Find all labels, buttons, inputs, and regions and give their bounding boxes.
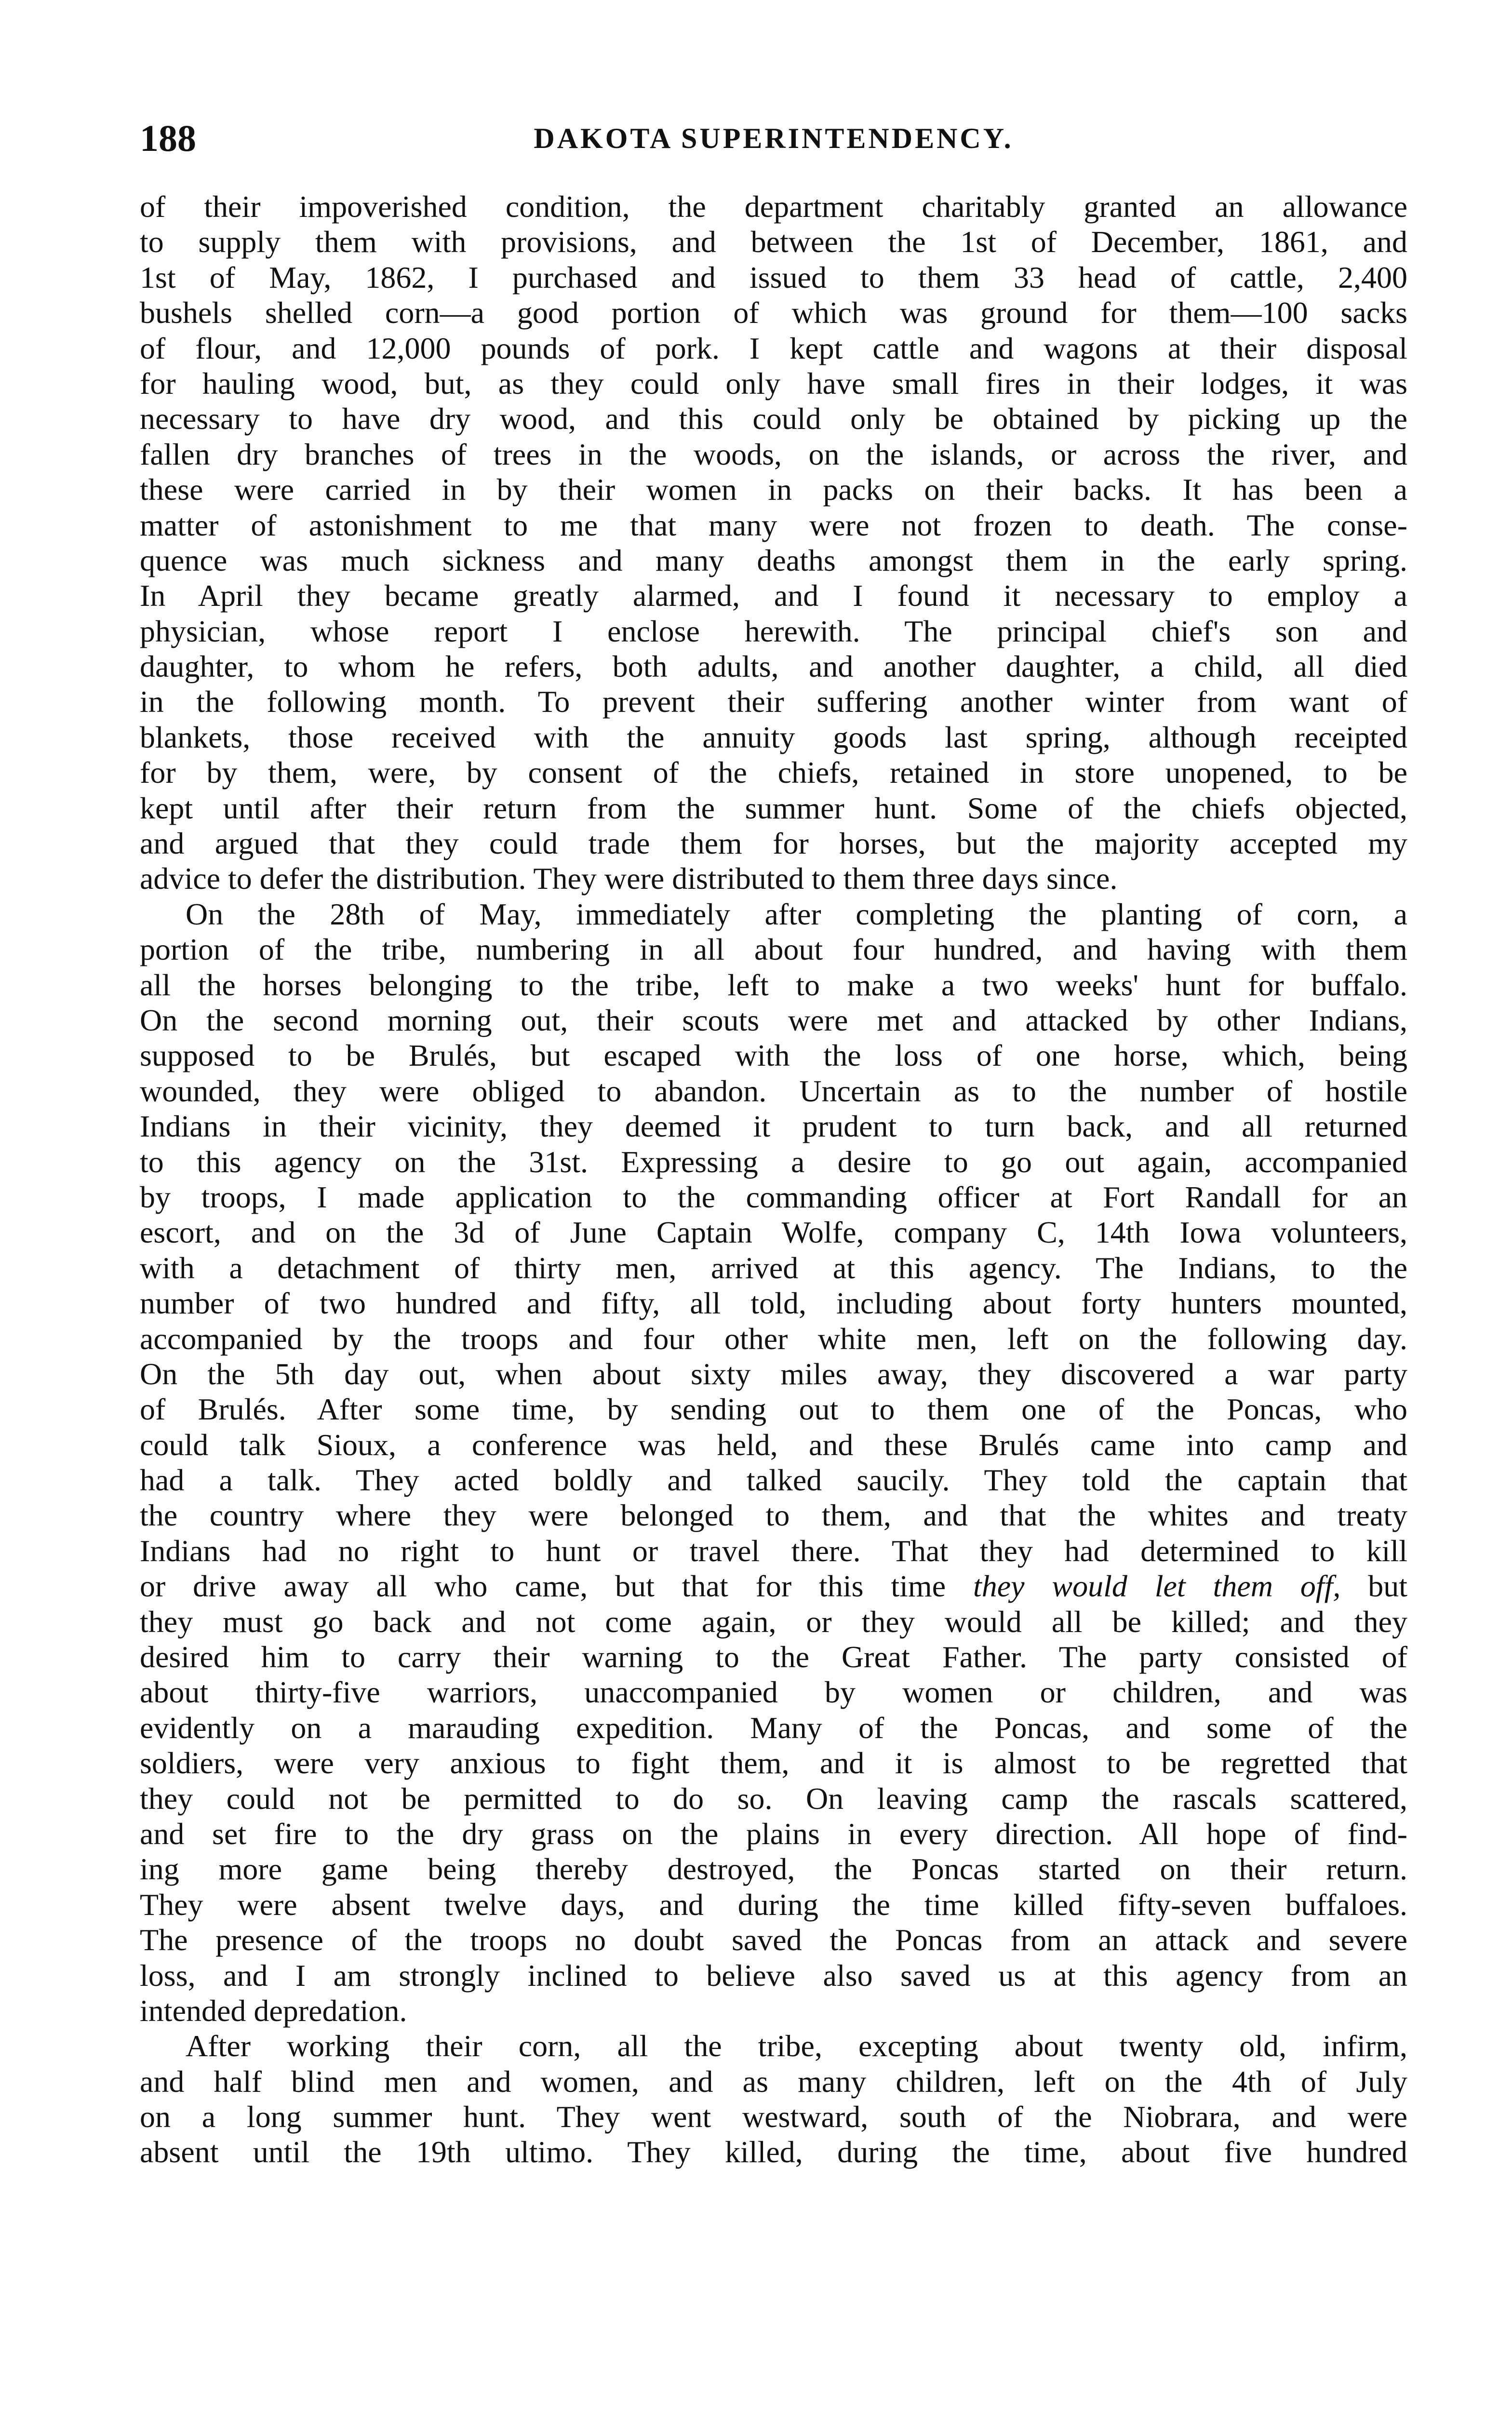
text-line: soldiers, were very anxious to fight them, and it is almost to be regretted that <box>140 1746 1407 1781</box>
text-line: accompanied by the troops and four other white men, left on the following day. <box>140 1321 1407 1356</box>
text-line: quence was much sickness and many deaths amongst them in the early spring. <box>140 543 1407 577</box>
text-line: evidently on a marauding expedition. Many of the Poncas, and some of the <box>140 1710 1407 1745</box>
text-line: 1st of May, 1862, I purchased and issued to them 33 head of cattle, 2,400 <box>140 260 1407 295</box>
text-line: for hauling wood, but, as they could only have small fires in their lodges, it was <box>140 366 1407 401</box>
text-line: loss, and I am strongly inclined to believe also saved us at this agency from an <box>140 1958 1407 1993</box>
text-line: by troops, I made application to the commanding officer at Fort Randall for an <box>140 1179 1407 1214</box>
text-line: they must go back and not come again, or they would all be killed; and they <box>140 1604 1407 1639</box>
text-line: On the 5th day out, when about sixty miles away, they discovered a war party <box>140 1356 1407 1391</box>
text-line: Indians had no right to hunt or travel there. That they had determined to kill <box>140 1533 1407 1568</box>
text-line: The presence of the troops no doubt saved the Poncas from an attack and severe <box>140 1923 1407 1957</box>
text-line: advice to defer the distribution. They were distributed to them three days since. <box>140 861 1118 896</box>
text-line: and set fire to the dry grass on the plains in every direction. All hope of find- <box>140 1816 1407 1851</box>
text-line: In April they became greatly alarmed, and I found it necessary to employ a <box>140 578 1407 613</box>
text-line: could talk Sioux, a conference was held, and these Brulés came into camp and <box>140 1427 1407 1462</box>
text-line: for by them, were, by consent of the chiefs, retained in store unopened, to be <box>140 755 1407 790</box>
italic-text-run: they would let them off, <box>973 1569 1341 1604</box>
text-line: of their impoverished condition, the department charitably granted an allowance <box>140 189 1407 224</box>
page-header <box>140 112 1407 165</box>
text-line: these were carried in by their women in packs on their backs. It has been a <box>140 472 1407 507</box>
text-line: physician, whose report I enclose herewith. The principal chief's son and <box>140 614 1407 648</box>
text-line <box>140 1568 1407 1604</box>
text-line: of Brulés. After some time, by sending out to them one of the Poncas, who <box>140 1392 1407 1427</box>
text-line: the country where they were belonged to them, and that the whites and treaty <box>140 1498 1407 1533</box>
text-line: had a talk. They acted boldly and talked saucily. They told the captain that <box>140 1463 1407 1498</box>
text-line: bushels shelled corn—a good portion of which was ground for them—100 sacks <box>140 295 1407 330</box>
text-line: kept until after their return from the summer hunt. Some of the chiefs objected, <box>140 790 1407 825</box>
paragraph <box>140 2028 1407 2170</box>
text-run: but <box>1340 1569 1408 1604</box>
text-line: they could not be permitted to do so. On leaving camp the rascals scattered, <box>140 1781 1407 1816</box>
text-line: On the second morning out, their scouts were met and attacked by other Indians, <box>140 1003 1407 1037</box>
text-line: daughter, to whom he refers, both adults, and another daughter, a child, all died <box>140 649 1407 684</box>
text-line: wounded, they were obliged to abandon. Uncertain as to the number of hostile <box>140 1073 1407 1108</box>
text-line: desired him to carry their warning to the Great Father. The party consisted of <box>140 1640 1407 1674</box>
text-line: intended depredation. <box>140 1993 407 2028</box>
body-text <box>140 189 1407 2170</box>
text-line: and argued that they could trade them for horses, but the majority accepted my <box>140 826 1407 861</box>
text-line: supposed to be Brulés, but escaped with the loss of one horse, which, being <box>140 1038 1407 1073</box>
text-line: necessary to have dry wood, and this could only be obtained by picking up the <box>140 402 1407 436</box>
text-line: Indians in their vicinity, they deemed it prudent to turn back, and all returned <box>140 1109 1407 1144</box>
text-line: escort, and on the 3d of June Captain Wolfe, company C, 14th Iowa volunteers, <box>140 1215 1407 1250</box>
text-line: absent until the 19th ultimo. They killed, during the time, about five hundred <box>140 2135 1407 2169</box>
page-number: 188 <box>140 117 196 159</box>
text-line: to this agency on the 31st. Expressing a desire to go out again, accompanied <box>140 1144 1407 1179</box>
text-line: blankets, those received with the annuity goods last spring, although receipted <box>140 720 1407 754</box>
text-line: in the following month. To prevent their suffering another winter from want of <box>140 684 1407 719</box>
text-line: After working their corn, all the tribe, excepting about twenty old, infirm, <box>186 2029 1407 2063</box>
text-line: They were absent twelve days, and during the time killed fifty-seven buffaloes. <box>140 1887 1407 1922</box>
text-line: number of two hundred and fifty, all told, including about forty hunters mounted, <box>140 1286 1407 1321</box>
text-line: about thirty-five warriors, unaccompanied by women or children, and was <box>140 1675 1407 1710</box>
text-line: of flour, and 12,000 pounds of pork. I kept cattle and wagons at their disposal <box>140 331 1407 365</box>
text-line: on a long summer hunt. They went westward, south of the Niobrara, and were <box>140 2100 1407 2134</box>
text-line: On the 28th of May, immediately after completing the planting of corn, a <box>186 897 1407 931</box>
text-line: ing more game being thereby destroyed, the Poncas started on their return. <box>140 1852 1407 1887</box>
text-line: and half blind men and women, and as many children, left on the 4th of July <box>140 2064 1407 2099</box>
text-line: matter of astonishment to me that many were not frozen to death. The conse- <box>140 508 1407 542</box>
text-run: or drive away all who came, but that for this time <box>140 1569 973 1604</box>
text-line: all the horses belonging to the tribe, left to make a two weeks' hunt for buffalo. <box>140 967 1407 1002</box>
text-line: with a detachment of thirty men, arrived at this agency. The Indians, to the <box>140 1250 1407 1285</box>
paragraph <box>140 189 1407 897</box>
paragraph <box>140 897 1407 2029</box>
running-head: DAKOTA SUPERINTENDENCY. <box>534 122 1014 154</box>
text-line: portion of the tribe, numbering in all about four hundred, and having with them <box>140 932 1407 967</box>
text-line: fallen dry branches of trees in the woods, on the islands, or across the river, and <box>140 437 1407 471</box>
text-line: to supply them with provisions, and between the 1st of December, 1861, and <box>140 225 1407 259</box>
